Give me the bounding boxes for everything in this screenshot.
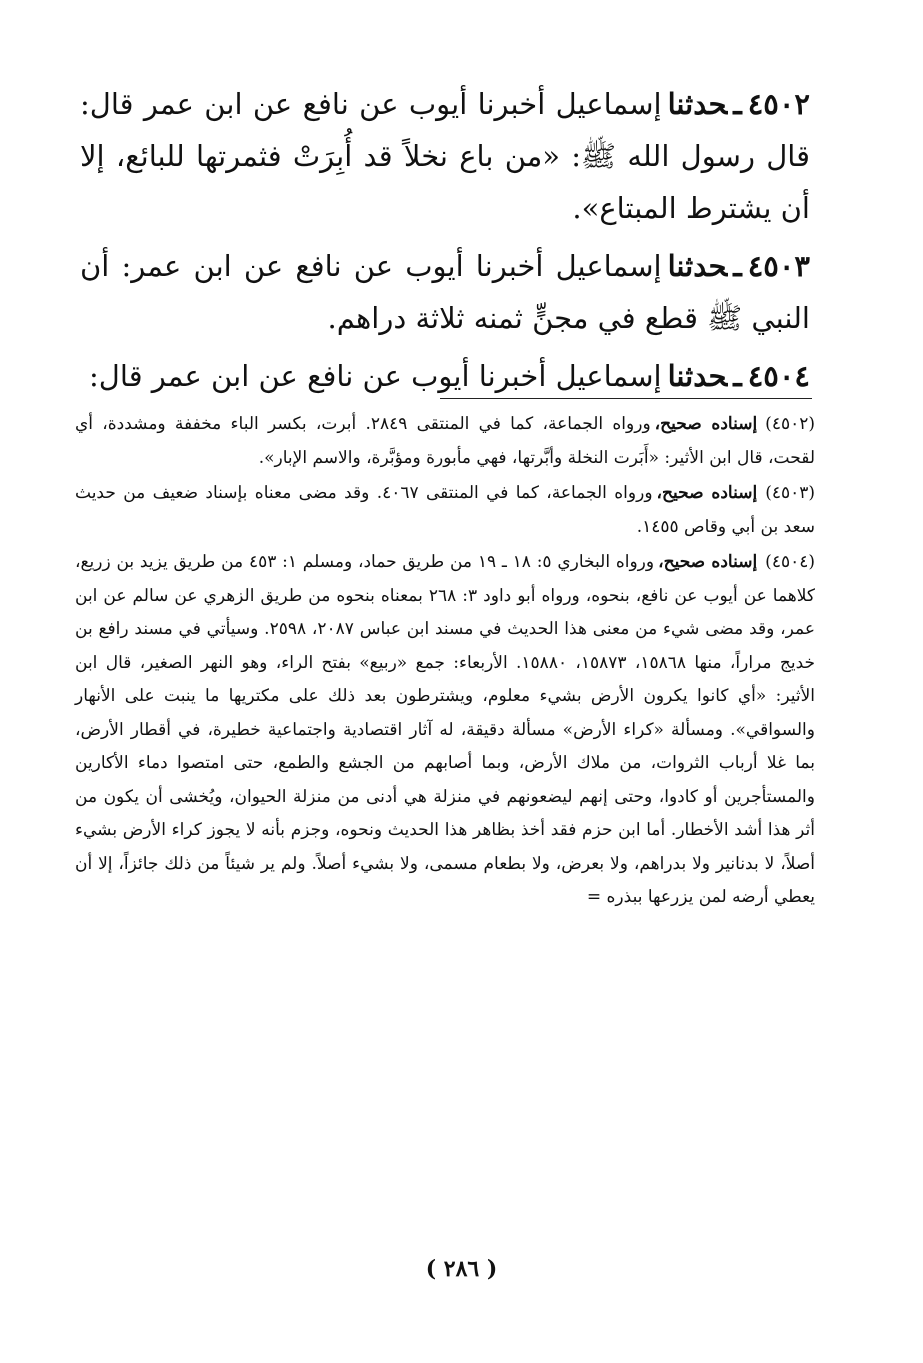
hadith-dash: ـ [733,359,742,393]
hadith-4503 [80,240,810,344]
hadith-haddathana: حدثنا [667,249,728,283]
footnote-ref: (٤٥٠٢) [765,414,815,434]
hadith-dash: ـ [733,249,742,283]
hadith-dash: ـ [733,87,742,121]
hadith-number: ٤٥٠٤ [747,359,810,393]
footnotes-section [75,408,815,917]
hadith-text: إسماعيل أخبرنا أيوب عن نافع عن ابن عمر: أن النبي ﷺ قطع في مجنٍّ ثمنه ثلاثة دراهم. [80,249,810,335]
hadith-haddathana: حدثنا [667,359,728,393]
footnote-ref: (٤٥٠٣) [765,483,815,503]
footnote-divider [440,398,812,399]
footnote-4504 [75,546,815,915]
footnote-text: ورواه الجماعة، كما في المنتقى ٤٠٦٧. وقد مضى معناه بإسناد ضعيف من حديث سعد بن أبي وقاص ١٤٥٥. [75,483,815,537]
hadith-text: إسماعيل أخبرنا أيوب عن نافع عن ابن عمر قال: [89,359,662,393]
hadith-text: إسماعيل أخبرنا أيوب عن نافع عن ابن عمر قال: قال رسول الله ﷺ: «من باع نخلاً قد أُبِرَتْ فثمرتها للبائع، إلا أن يشترط المبتاع». [80,87,810,225]
hadith-number: ٤٥٠٢ [747,87,810,121]
hadith-4502 [80,78,810,234]
footnote-4503 [75,477,815,544]
hadith-section [80,78,810,408]
hadith-number: ٤٥٠٣ [747,249,810,283]
footnote-text: ورواه الجماعة، كما في المنتقى ٢٨٤٩. أبرت، بكسر الباء مخففة ومشددة، أي لقحت، قال ابن الأثير: «أَبَرت النخلة وأبَّرتها، فهي مأبورة ومؤبَّرة، والاسم الإبار». [75,414,815,468]
footnote-4502 [75,408,815,475]
footnote-ref: (٤٥٠٤) [765,552,815,572]
footnote-grading: إسناده صحيح، [658,552,758,572]
footnote-grading: إسناده صحيح، [656,483,758,503]
hadith-4504 [80,350,810,402]
page-number: ( ٢٨٦ ) [425,1256,498,1282]
footnote-grading: إسناده صحيح، [654,414,758,434]
footnote-text: ورواه البخاري ٥: ١٨ ـ ١٩ من طريق حماد، ومسلم ١: ٤٥٣ من طريق يزيد بن زريع، كلاهما عن أيوب عن نافع، بنحوه، ورواه أبو داود ٣: ٢٦٨ بمعناه بنحوه من طريق الزهري عن سالم عن ابن عمر، وقد مضى شيء من معنى هذا الحديث في مسند ابن عباس ٢٠٨٧، ٢٥٩٨. وسيأتي في مسند رافع بن خديج مراراً، منها ١٥٨٦٨، ١٥٨٧٣، ١٥٨٨٠. الأربعاء: جمع «ربيع» بفتح الراء، وهو النهر الصغير، قال ابن الأثير: «أي كانوا يكرون الأرض بشيء معلوم، ويشترطون بعد ذلك على مكتريها ما ينبت على الأنهار والسواقي». ومسألة «كراء الأرض» مسألة دقيقة، له آثار اقتصادية واجتماعية خطيرة، في أقطار الأرض، بما غلا أرباب الثروات، من ملاك الأرض، وبما أصابهم من الجشع والطمع، حتى امتصوا دماء الأكارين والمستأجرين أو كادوا، وحتى إنهم ليضعونهم في منزلة هي أدنى من منزلة الحيوان، ويُخشى أن يكون من أثر هذا أشد الأخطار. أما ابن حزم فقد أخذ بظاهر هذا الحديث ونحوه، وجزم بأنه لا يجوز كراء الأرض بشيء أصلاً، لا بدنانير ولا بدراهم، ولا بعرض، ولا بطعام مسمى، ولا بشيء أصلاً. ولم ير شيئاً من ذلك جائزاً، إلا أن يعطي أرضه لمن يزرعها ببذره = [75,552,816,907]
hadith-haddathana: حدثنا [667,87,728,121]
